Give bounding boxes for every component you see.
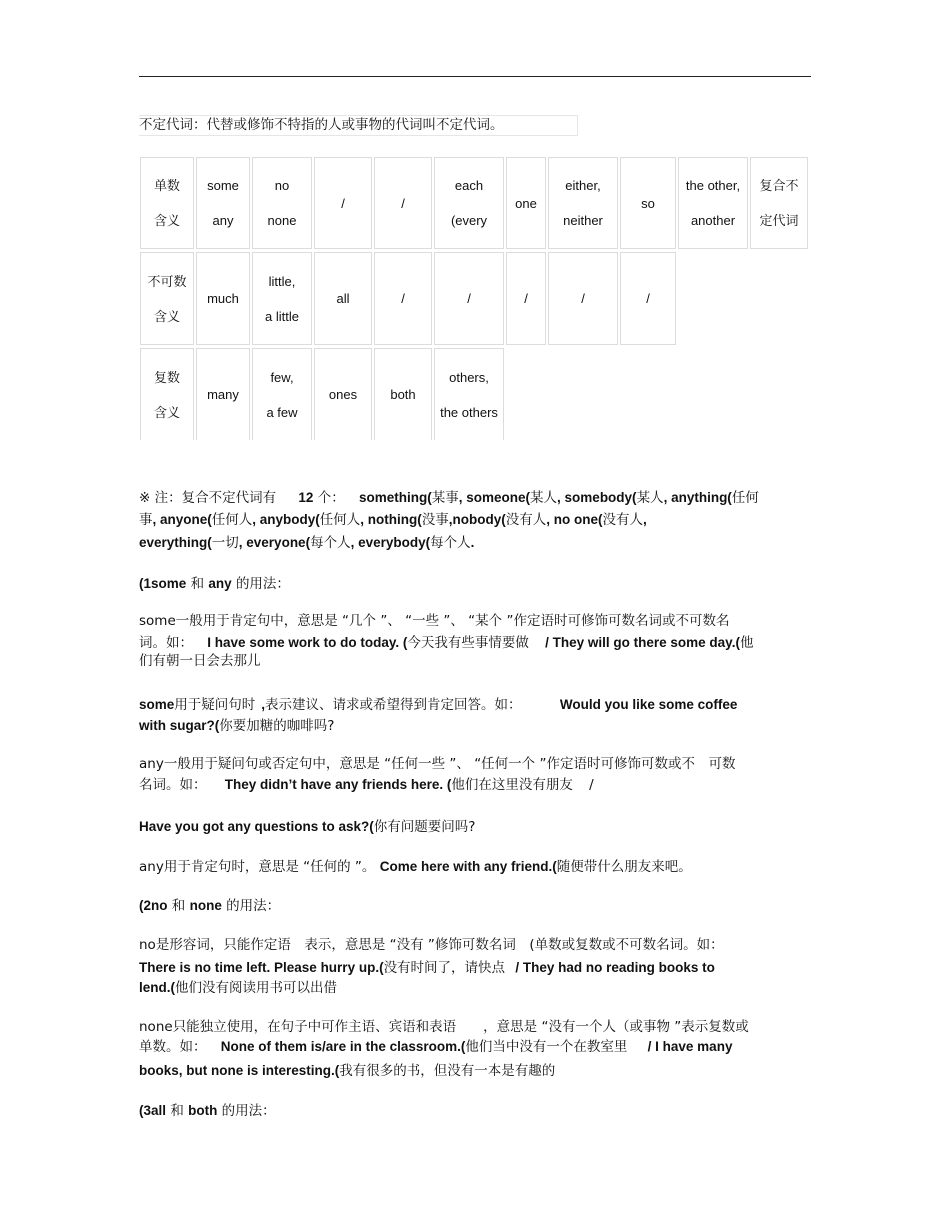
uncountable-cell bbox=[434, 252, 504, 345]
section2-heading: (2no 和 none 的用法： bbox=[139, 898, 281, 914]
s2-p2-line2: 单数。如： None of them is/are in the classroom.(他们当中没有一个在教室里 / I have many bbox=[139, 1039, 733, 1055]
cell-text: both bbox=[390, 387, 416, 402]
cell-text: all bbox=[336, 291, 350, 306]
note-line-3: everything(一切, everyone(每个人, everybody(每个人. bbox=[139, 535, 475, 551]
plural-cell bbox=[374, 348, 432, 440]
cell-text: so bbox=[641, 195, 655, 211]
note-line-1: ※ 注：复合不定代词有 12 个： something(某事, someone(某人, somebody(某人, anything(任何 bbox=[139, 490, 759, 506]
s2-p1-line1: no是形容词，只能作定语 表示，意思是 “没有 ”修饰可数名词 (单数或复数或不可数名词。如： bbox=[139, 937, 724, 953]
plural-cell bbox=[434, 348, 504, 440]
uncountable-row-label bbox=[140, 252, 194, 345]
cell-text: 单数 bbox=[153, 178, 180, 193]
cell-text: 复合不 bbox=[759, 178, 799, 193]
plural-cell bbox=[314, 348, 372, 440]
cell-text: 定代词 bbox=[759, 213, 799, 228]
cell-text: 含义 bbox=[153, 404, 180, 420]
uncountable-cell bbox=[548, 252, 618, 345]
s1-p3-line1: any一般用于疑问句或否定句中，意思是 “任何一些 ”、 “任何一个 ”作定语时可修饰可数或不 可数 bbox=[139, 756, 736, 772]
uncountable-cell bbox=[374, 252, 432, 345]
cell-text: 含义 bbox=[153, 213, 180, 228]
cell-text: 含义 bbox=[153, 308, 180, 324]
cell-text: / bbox=[581, 291, 585, 306]
s1-p5: any用于肯定句时，意思是 “任何的 ”。 Come here with any friend.(随便带什么朋友来吧。 bbox=[139, 859, 692, 875]
singular-cell bbox=[314, 157, 372, 249]
cell-text: no bbox=[274, 178, 290, 193]
intro-text: 不定代词：代替或修饰不特指的人或事物的代词叫不定代词。 bbox=[139, 117, 504, 133]
cell-text: little, bbox=[268, 273, 296, 289]
cell-text: neither bbox=[563, 213, 603, 228]
singular-cell bbox=[252, 157, 312, 249]
singular-cell bbox=[678, 157, 748, 249]
s2-p2-line1: none只能独立使用，在句子中可作主语、宾语和表语 ，意思是 “没有一个人（或事物 ”表示复数或 bbox=[139, 1019, 749, 1035]
cell-text: either, bbox=[565, 178, 601, 193]
s2-p2-line3: books, but none is interesting.(我有很多的书，但没有一本是有趣的 bbox=[139, 1063, 556, 1079]
cell-text: none bbox=[267, 213, 297, 228]
cell-text: another bbox=[690, 213, 736, 228]
cell-text: others, bbox=[449, 369, 489, 385]
plural-cell bbox=[196, 348, 250, 440]
cell-text: (every bbox=[450, 213, 488, 228]
uncountable-cell bbox=[620, 252, 676, 345]
s2-p1-line3: lend.(他们没有阅读用书可以出借 bbox=[139, 980, 337, 996]
s1-p2-line1: some用于疑问句时 ,表示建议、请求或希望得到肯定回答。如： Would you like some coffee bbox=[139, 697, 738, 713]
uncountable-cell bbox=[314, 252, 372, 345]
cell-text: many bbox=[207, 387, 239, 402]
uncountable-cell bbox=[252, 252, 312, 345]
intro-definition bbox=[139, 115, 578, 136]
uncountable-cell bbox=[196, 252, 250, 345]
singular-cell bbox=[750, 157, 808, 249]
uncountable-cell bbox=[506, 252, 546, 345]
cell-text: 不可数 bbox=[147, 273, 187, 289]
cell-text: much bbox=[207, 291, 239, 306]
s1-p1-line1: some一般用于肯定句中，意思是 “几个 ”、 “一些 ”、 “某个 ”作定语时可修饰可数名词或不可数名 bbox=[139, 613, 730, 629]
singular-cell bbox=[548, 157, 618, 249]
cell-text: / bbox=[401, 291, 405, 306]
s1-p3-line2: 名词。如： They didn’t have any friends here. (他们在这里没有朋友 / bbox=[139, 777, 594, 793]
singular-cell bbox=[620, 157, 676, 249]
cell-text: / bbox=[467, 291, 471, 306]
singular-cell bbox=[196, 157, 250, 249]
section3-heading: (3all 和 both 的用法： bbox=[139, 1103, 276, 1119]
cell-text: one bbox=[515, 195, 537, 211]
header-rule bbox=[139, 76, 811, 77]
cell-text: few, bbox=[270, 369, 294, 385]
cell-text: / bbox=[341, 195, 345, 211]
s1-p1-line3: 们有朝一日会去那儿 bbox=[139, 653, 261, 669]
cell-text: the other, bbox=[685, 178, 741, 193]
section1-heading: (1some 和 any 的用法： bbox=[139, 576, 290, 592]
singular-row-label bbox=[140, 157, 194, 249]
cell-text: a few bbox=[266, 404, 298, 420]
s1-p2-line2: with sugar?(你要加糖的咖啡吗? bbox=[139, 718, 335, 734]
singular-cell bbox=[374, 157, 432, 249]
note-line-2: 事, anyone(任何人, anybody(任何人, nothing(没事,nobody(没有人, no one(没有人, bbox=[139, 512, 647, 528]
s2-p1-line2: There is no time left. Please hurry up.(没有时间了，请快点 / They had no reading books to bbox=[139, 960, 715, 976]
plural-cell bbox=[252, 348, 312, 440]
cell-text: 复数 bbox=[153, 369, 180, 385]
plural-row-label bbox=[140, 348, 194, 440]
cell-text: a little bbox=[265, 308, 299, 324]
cell-text: / bbox=[646, 291, 650, 306]
cell-text: / bbox=[524, 291, 528, 306]
singular-cell bbox=[506, 157, 546, 249]
s1-p1-line2: 词。如： I have some work to do today. (今天我有些事情要做 / They will go there some day.(他 bbox=[139, 635, 754, 651]
cell-text: any bbox=[212, 213, 234, 228]
cell-text: some bbox=[207, 178, 239, 193]
cell-text: / bbox=[401, 195, 405, 211]
cell-text: the others bbox=[440, 404, 498, 420]
singular-cell bbox=[434, 157, 504, 249]
cell-text: ones bbox=[328, 387, 358, 402]
s1-p4: Have you got any questions to ask?(你有问题要问吗? bbox=[139, 819, 476, 835]
cell-text: each bbox=[454, 178, 484, 193]
